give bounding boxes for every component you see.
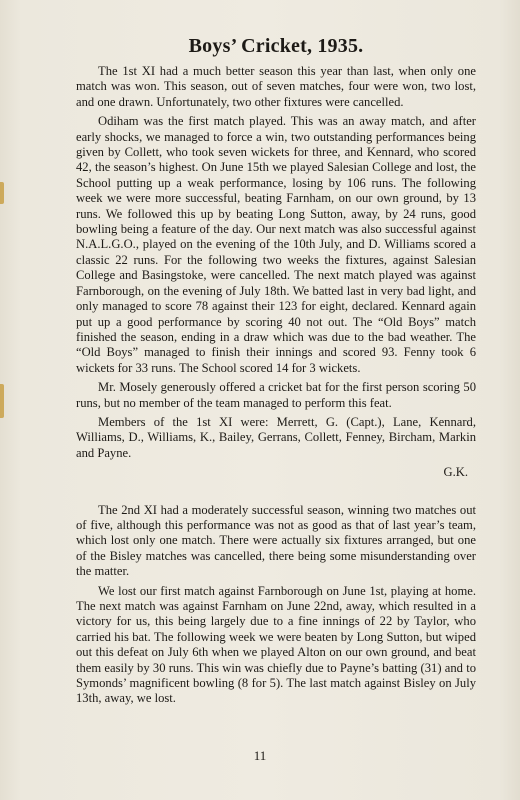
paragraph: The 1st XI had a much better season this year than last, when only one match was won. This season, out of seven matches, four were won, two lost, and one drawn. Unfortunately, two other fixtures were cancelled. bbox=[76, 64, 476, 109]
page-edge-stain bbox=[0, 182, 4, 204]
author-signature: G.K. bbox=[443, 465, 468, 480]
paragraph: Odiham was the first match played. This was an away match, and after early shocks, we managed to force a win, two outstanding performances being given by Collett, who took seven wickets for three, and Kennard, who scored 42, the season’s highest. On June 15th we played Salesian College and lost, the School putting up a weak performance, losing by 106 runs. The following week we were more successful, beating Farnham, on our own ground, by 13 runs. We followed this up by beating Long Sutton, away, by 24 runs, good bowling being a feature of the day. Our next match was also successful against N.A.L.G.O., played on the evening of the 10th July, and D. Williams scored a classic 22 runs. For the following two weeks the fixtures, against Salesian College and Basingstoke, were cancelled. The next match played was against Farnborough, on the evening of July 18th. We batted last in very bad light, and only managed to score 78 against their 123 for eight, declared. Kennard again put up a good performance by scoring 40 not out. The “Old Boys” match finished the season, ending in a draw which was due to the bad weather. The “Old Boys” managed to finish their innings and scored 93. Fenny took 6 wickets for 33 runs. The School scored 14 for 3 wickets. bbox=[76, 114, 476, 375]
page-content bbox=[76, 34, 476, 711]
first-xi-report bbox=[76, 64, 476, 481]
page-title: Boys’ Cricket, 1935. bbox=[188, 35, 364, 57]
paragraph: The 2nd XI had a moderately successful season, winning two matches out of five, although this performance was not as good as that of last year’s team, which lost only one match. There were actually six fixtures arranged, but one of the Bisley matches was cancelled, there being some misunderstanding over the matter. bbox=[76, 502, 476, 579]
page-edge-stain bbox=[0, 384, 4, 418]
second-xi-report bbox=[76, 503, 476, 707]
paragraph: Members of the 1st XI were: Merrett, G. (Capt.), Lane, Kennard, Williams, D., Williams, K., Bailey, Gerrans, Collett, Fenney, Bircham, Markin and Payne. bbox=[76, 414, 476, 460]
paragraph: We lost our first match against Farnborough on June 1st, playing at home. The next match was against Farnham on June 22nd, away, which resulted in a victory for us, this being largely due to a fine innings of 22 by Taylor, who carried his bat. The following week we were beaten by Long Sutton, but wiped out this defeat on July 6th when we played Alton on our own ground, and beat them easily by 30 runs. This win was chiefly due to Payne’s batting (31) and to Symonds’ magnificent bowling (8 for 5). The last match against Bisley on July 13th, away, we lost. bbox=[76, 583, 476, 706]
section-gap bbox=[76, 481, 476, 503]
paragraph: Mr. Mosely generously offered a cricket bat for the first person scoring 50 runs, but no member of the team managed to perform this feat. bbox=[76, 380, 476, 410]
page-number: 11 bbox=[253, 748, 267, 763]
